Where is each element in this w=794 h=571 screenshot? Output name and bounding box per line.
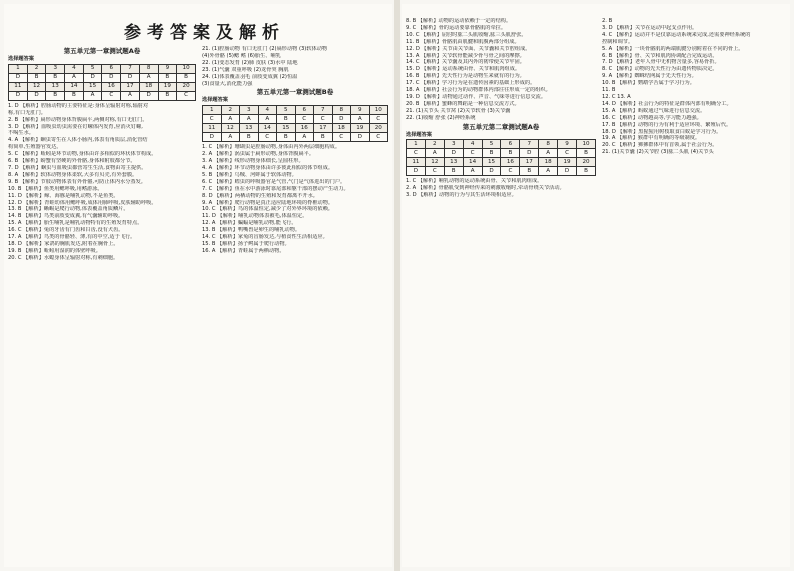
- table-cell: C: [295, 115, 314, 124]
- answer-list: [202, 46, 388, 87]
- table-cell: 1: [9, 64, 28, 73]
- table-cell: D: [520, 149, 539, 158]
- answer-line: 11. D 【解析】哺乳动物体表被毛,体温恒定。: [202, 213, 308, 220]
- answer-line: 20. C 【解析】水螅身体呈辐射对称,有刺细胞。: [8, 254, 119, 261]
- answer-line: 11. B: [602, 87, 616, 94]
- answer-line: 8. D 【解析】两栖动物的生殖和发育都离不开水。: [202, 192, 318, 199]
- answer-line: (3)食量大,消化能力强: [202, 80, 253, 87]
- table-cell: D: [444, 149, 463, 158]
- table-cell: C: [463, 149, 482, 158]
- answer-line: 17. A 【解析】鸟类的骨骼轻、薄,有的中空,适于飞行。: [8, 234, 136, 241]
- table-cell: 4: [65, 64, 84, 73]
- table-label: 选择题答案: [202, 97, 228, 104]
- answer-line: 16. B 【解析】先天性行为是动物生来就有的行为。: [406, 73, 525, 80]
- answer-line: 18. A 【解析】社会行为的动物群体内部往往形成一定的组织。: [406, 87, 551, 94]
- table-cell: B: [277, 115, 296, 124]
- table-cell: 2: [27, 64, 46, 73]
- right-column-1: [406, 18, 596, 199]
- answer-line: 5. B 【解析】乌贼、河蚌属于软体动物。: [202, 171, 297, 178]
- table-row: [203, 106, 388, 115]
- table-cell: 11: [9, 82, 28, 91]
- table-cell: D: [203, 133, 222, 142]
- answer-line: 9. A 【解析】蜘蛛结网属于先天性行为。: [602, 73, 697, 80]
- answer-line: 9. C 【解析】骨的运动要靠骨骼肌的牵拉。: [406, 24, 507, 31]
- answer-list: [602, 18, 786, 156]
- answer-line: 5. A 【解析】一块骨骼肌的两端肌腱分别附着在不同的骨上。: [602, 45, 744, 52]
- answer-line: 23. (1)气囊 双重呼吸 (2)龙骨突 胸肌: [202, 66, 289, 73]
- table-cell: 7: [121, 64, 140, 73]
- answer-line: 8. C 【解析】动物的先天性行为由遗传物质决定。: [602, 66, 718, 73]
- answer-line: 20. C 【解析】狒狒群体中有首领,属于社会行为。: [602, 142, 718, 149]
- table-cell: 1: [407, 140, 426, 149]
- table-cell: A: [221, 133, 240, 142]
- table-cell: 5: [83, 64, 102, 73]
- answer-line: 13. B 【解析】蜥蜴是爬行动物,体表覆盖角质鳞片。: [8, 206, 129, 213]
- answer-line: 10. B 【解析】鱼类用鳃呼吸,用鳍游泳。: [8, 185, 103, 192]
- answer-line: 9. B 【解析】节肢动物体表有外骨骼,可防止体内水分蒸发。: [8, 178, 146, 185]
- table-row: [9, 91, 196, 100]
- table-cell: 14: [258, 124, 277, 133]
- table-cell: 14: [65, 82, 84, 91]
- table-cell: D: [351, 133, 370, 142]
- answer-line: 14. C 【解析】关节囊及其内外的韧带使关节牢固。: [406, 59, 525, 66]
- answer-line: 3. D 【解析】动物的行为与其生活环境相适应。: [406, 192, 517, 199]
- table-cell: 19: [351, 124, 370, 133]
- answer-line: 17. C 【解析】学习行为是在遗传因素的基础上形成的。: [406, 80, 536, 87]
- section-heading: 第五单元第一章测试题A卷: [63, 47, 141, 55]
- table-cell: 9: [158, 64, 177, 73]
- answer-line: 6. C 【解析】蝗虫的呼吸器官是气管,气门是气体进出的门户。: [202, 178, 346, 185]
- answer-line: 3. A 【解析】线形动物身体细长,呈圆柱形。: [202, 158, 304, 165]
- answer-line: 19. A 【解析】猴群中有明确的等级制度。: [602, 135, 701, 142]
- answer-line: 21. (1)关节头 关节窝 (2)关节软骨 (3)关节囊: [406, 107, 511, 114]
- answer-line: 2. A 【解析】涡虫属于扁形动物,身体背腹扁平。: [202, 151, 315, 158]
- answer-line: 2. B: [602, 18, 613, 24]
- table-cell: C: [203, 115, 222, 124]
- answer-line: 14. B 【解析】鸟类前肢变成翼,有气囊辅助呼吸。: [8, 213, 124, 220]
- table-cell: A: [221, 115, 240, 124]
- table-row: [203, 124, 388, 133]
- table-cell: A: [83, 91, 102, 100]
- answer-line: 16. C 【解析】兔的牙齿有门齿和臼齿,没有犬齿。: [8, 227, 124, 234]
- table-row: [407, 140, 596, 149]
- table-cell: 5: [277, 106, 296, 115]
- table-cell: D: [102, 73, 121, 82]
- answer-line: 10. C 【解析】鸟的体温恒定,减少了对外界环境的依赖。: [202, 206, 333, 213]
- answer-line: 13. A 【解析】关节软骨能减少骨与骨之间的摩擦。: [406, 52, 525, 59]
- answer-line: 8. B 【解析】动物的运动依赖于一定的结构。: [406, 18, 512, 24]
- table-cell: B: [482, 149, 501, 158]
- table-label: 选择题答案: [406, 131, 432, 138]
- answer-table: [8, 64, 196, 101]
- table-cell: 13: [240, 124, 259, 133]
- answer-line: 22. (1)变态发育 (2)肺 皮肤 (3)水中 陆地: [202, 59, 298, 66]
- table-cell: B: [577, 149, 596, 158]
- table-cell: D: [558, 167, 577, 176]
- table-cell: 2: [221, 106, 240, 115]
- table-cell: A: [351, 115, 370, 124]
- answer-line: 16. C 【解析】动物越高等,学习能力越强。: [602, 114, 702, 121]
- table-row: [203, 133, 388, 142]
- answer-line: 11. D 【解析】鲸、海豚是哺乳动物,不是鱼类。: [8, 192, 119, 199]
- answer-list: [406, 178, 596, 199]
- table-cell: 18: [332, 124, 351, 133]
- answer-list: [202, 144, 388, 255]
- table-row: [407, 158, 596, 167]
- table-cell: D: [332, 115, 351, 124]
- table-cell: 20: [577, 158, 596, 167]
- table-cell: 5: [482, 140, 501, 149]
- table-cell: B: [240, 133, 259, 142]
- table-cell: 7: [520, 140, 539, 149]
- answer-line: 9. A 【解析】爬行动物是真正适应陆地环境的脊椎动物。: [202, 199, 334, 206]
- answer-line: 1. C 【解析】珊瑚虫是腔肠动物,身体由内外两层细胞构成。: [202, 144, 341, 151]
- table-cell: D: [121, 73, 140, 82]
- table-cell: B: [158, 91, 177, 100]
- answer-line: 控制和调节。: [602, 38, 634, 45]
- answer-line: 1. D 【解析】腔肠动物的主要特征是:身体呈辐射对称,辐射对: [8, 102, 149, 109]
- table-cell: 16: [102, 82, 121, 91]
- table-cell: B: [444, 167, 463, 176]
- page-gutter: [394, 0, 400, 571]
- table-cell: B: [314, 133, 333, 142]
- answer-line: 21. (1)关节囊 (2)关节腔 (3)肱二头肌 (4)关节头: [602, 149, 714, 156]
- table-cell: 11: [203, 124, 222, 133]
- table-cell: 6: [295, 106, 314, 115]
- table-cell: 19: [158, 82, 177, 91]
- table-cell: C: [407, 149, 426, 158]
- answer-line: 14. C 【解析】家兔的盲肠发达,与植食性生活相适应。: [202, 234, 328, 241]
- answer-line: 2. B 【解析】扁形动物身体背腹扁平,两侧对称,有口无肛门。: [8, 116, 148, 123]
- table-cell: 13: [46, 82, 65, 91]
- table-cell: 3: [444, 140, 463, 149]
- table-cell: B: [158, 73, 177, 82]
- answer-line: 15. A 【解析】蚂蚁通过气味进行信息交流。: [602, 107, 706, 114]
- table-cell: 17: [314, 124, 333, 133]
- table-cell: 17: [121, 82, 140, 91]
- answer-line: 7. C 【解析】鱼在水中游泳时靠尾部和躯干部的摆动产生动力。: [202, 185, 349, 192]
- answer-line: 6. B 【解析】骨、关节和肌肉协调配合完成运动。: [602, 52, 718, 59]
- table-cell: C: [314, 115, 333, 124]
- table-cell: 16: [295, 124, 314, 133]
- table-cell: C: [102, 91, 121, 100]
- table-cell: 15: [277, 124, 296, 133]
- table-cell: B: [277, 133, 296, 142]
- table-cell: D: [9, 91, 28, 100]
- answer-line: 18. D 【解析】黑猩猩用树枝取食白蚁是学习行为。: [602, 128, 722, 135]
- table-cell: 9: [558, 140, 577, 149]
- answer-list: [406, 18, 596, 122]
- answer-line: 15. B 【解析】扬子鳄属于爬行动物。: [202, 240, 290, 247]
- table-cell: 20: [177, 82, 196, 91]
- section-heading: 第五单元第一章测试题B卷: [256, 88, 334, 97]
- table-cell: 10: [577, 140, 596, 149]
- table-cell: 9: [351, 106, 370, 115]
- answer-line: 4. A 【解析】环节动物身体由许多彼此相似的体节组成。: [202, 164, 334, 171]
- answer-line: 12. D 【解析】青蛙幼体用鳃呼吸,成体用肺呼吸,皮肤辅助呼吸。: [8, 199, 157, 206]
- answer-line: 称,有口无肛门。: [8, 109, 46, 116]
- table-cell: 10: [177, 64, 196, 73]
- answer-line: 24. (1)体表覆盖羽毛 前肢变成翼 (2)恒温: [202, 73, 298, 80]
- table-cell: 18: [139, 82, 158, 91]
- section-heading: 第五单元第二章测试题A卷: [462, 122, 540, 131]
- answer-line: 8. A 【解析】软体动物身体柔软,大多有贝壳,有外套膜。: [8, 171, 138, 178]
- table-cell: 19: [558, 158, 577, 167]
- answer-line: 7. D 【解析】老年人骨中无机物含量多,容易骨折。: [602, 59, 720, 66]
- table-row: [407, 149, 596, 158]
- answer-line: 10. C 【解析】屈肘时肱二头肌收缩,肱三头肌舒张。: [406, 31, 527, 38]
- table-cell: 16: [501, 158, 520, 167]
- right-page: [402, 4, 790, 567]
- table-cell: C: [425, 167, 444, 176]
- table-cell: 4: [463, 140, 482, 149]
- table-cell: 7: [314, 106, 333, 115]
- answer-line: (4)外骨骼 (5)鳃 鳍 (6)胎生、哺乳: [202, 52, 281, 59]
- table-cell: 17: [520, 158, 539, 167]
- table-cell: 6: [102, 64, 121, 73]
- table-cell: A: [258, 115, 277, 124]
- table-cell: B: [46, 91, 65, 100]
- table-cell: 15: [83, 82, 102, 91]
- table-cell: B: [501, 149, 520, 158]
- answer-line: 12. D 【解析】关节由关节面、关节囊和关节腔组成。: [406, 45, 531, 52]
- table-cell: D: [482, 167, 501, 176]
- answer-line: 11. B 【解析】骨骼肌由肌腱和肌腹两部分组成。: [406, 38, 520, 45]
- table-cell: C: [258, 133, 277, 142]
- answer-line: 15. A 【解析】胎生哺乳是哺乳动物特有的生殖发育特点。: [8, 220, 143, 227]
- table-cell: D: [27, 91, 46, 100]
- table-cell: 14: [463, 158, 482, 167]
- answer-line: 16. A 【解析】青蛙属于两栖动物。: [202, 247, 285, 254]
- answer-line: 2. A 【解析】骨骼肌受到神经传来的刺激收缩时,牵动骨绕关节活动。: [406, 185, 565, 192]
- table-cell: 12: [221, 124, 240, 133]
- table-cell: 15: [482, 158, 501, 167]
- table-row: [9, 73, 196, 82]
- table-cell: 12: [27, 82, 46, 91]
- table-cell: 3: [240, 106, 259, 115]
- table-cell: C: [558, 149, 577, 158]
- answer-line: 3. D 【解析】血吸虫幼虫需要在钉螺体内发育,应消灭钉螺,: [8, 123, 143, 130]
- answer-line: 1. C 【解析】哺乳动物的运动系统由骨、关节和肌肉组成。: [406, 178, 543, 185]
- table-cell: A: [295, 133, 314, 142]
- table-cell: C: [332, 133, 351, 142]
- left-page: [4, 4, 392, 567]
- table-cell: A: [463, 167, 482, 176]
- table-row: [407, 167, 596, 176]
- answer-line: 6. B 【解析】螃蟹有坚硬的外骨骼,身体和附肢都分节。: [8, 158, 136, 165]
- table-cell: A: [121, 91, 140, 100]
- page-title: 参考答案及解析: [124, 23, 285, 43]
- answer-line: 19. D 【解析】动物通过动作、声音、气味等进行信息交流。: [406, 93, 547, 100]
- answer-line: 14. D 【解析】社会行为的特征是群体内部有明确分工。: [602, 100, 732, 107]
- answer-line: 10. B 【解析】鹦鹉学舌属于学习行为。: [602, 80, 695, 87]
- table-cell: 18: [539, 158, 558, 167]
- table-cell: 8: [332, 106, 351, 115]
- answer-line: 5. C 【解析】蚯蚓是环节动物,身体由许多相似的环状体节构成。: [8, 151, 157, 158]
- table-cell: D: [139, 91, 158, 100]
- table-cell: D: [407, 167, 426, 176]
- table-cell: B: [65, 91, 84, 100]
- answer-line: 15. D 【解析】运动系统由骨、关节和肌肉组成。: [406, 66, 521, 73]
- table-cell: B: [520, 167, 539, 176]
- table-cell: C: [369, 115, 388, 124]
- table-cell: 3: [46, 64, 65, 73]
- answer-line: 不喝生水。: [8, 130, 34, 137]
- table-cell: C: [177, 91, 196, 100]
- table-cell: B: [46, 73, 65, 82]
- answer-line: 20. B 【解析】蜜蜂的舞蹈是一种信息交流方式。: [406, 100, 520, 107]
- table-cell: C: [501, 167, 520, 176]
- answer-line: 18. D 【解析】家鸽的胸肌发达,附着在胸骨上。: [8, 240, 119, 247]
- table-cell: 20: [369, 124, 388, 133]
- answer-line: 12. C 13. A: [602, 93, 631, 100]
- table-cell: A: [539, 149, 558, 158]
- right-column-2: [602, 18, 786, 156]
- answer-line: 19. B 【解析】蚯蚓用湿润的体壁呼吸。: [8, 247, 101, 254]
- table-cell: 10: [369, 106, 388, 115]
- table-cell: D: [9, 73, 28, 82]
- left-column-1: [8, 46, 196, 262]
- answer-line: 构简单,生殖器官发达。: [8, 144, 62, 151]
- answer-line: 12. A 【解析】蝙蝠是哺乳动物,能飞行。: [202, 220, 297, 227]
- left-column-2: [202, 46, 388, 255]
- table-cell: C: [369, 133, 388, 142]
- table-cell: A: [425, 149, 444, 158]
- answer-table: [406, 139, 596, 176]
- table-cell: B: [177, 73, 196, 82]
- table-cell: A: [240, 115, 259, 124]
- answer-line: 13. B 【解析】鸭嘴兽是卵生的哺乳动物。: [202, 227, 301, 234]
- table-cell: 4: [258, 106, 277, 115]
- table-cell: A: [65, 73, 84, 82]
- answer-table: [202, 105, 388, 142]
- table-cell: 12: [425, 158, 444, 167]
- table-cell: 8: [539, 140, 558, 149]
- answer-line: 4. A 【解析】蛔虫寄生在人体小肠内,体表有角质层,消化管结: [8, 137, 148, 144]
- table-cell: 13: [444, 158, 463, 167]
- answer-line: 7. D 【解析】蛔虫与血吸虫都营寄生生活,食物由寄主提供。: [8, 164, 147, 171]
- table-cell: 1: [203, 106, 222, 115]
- table-cell: B: [577, 167, 596, 176]
- table-row: [203, 115, 388, 124]
- answer-line: 17. B 【解析】动物的行为有利于适应环境、繁殖后代。: [602, 121, 732, 128]
- answer-line: 22. (1)收缩 舒张 (2)神经系统: [406, 114, 476, 121]
- table-row: [9, 82, 196, 91]
- table-cell: A: [539, 167, 558, 176]
- table-cell: B: [27, 73, 46, 82]
- table-cell: A: [139, 73, 158, 82]
- table-row: [9, 64, 196, 73]
- table-label: 选择题答案: [8, 55, 34, 62]
- table-cell: 2: [425, 140, 444, 149]
- answer-list: [8, 103, 196, 262]
- table-cell: 6: [501, 140, 520, 149]
- table-cell: 11: [407, 158, 426, 167]
- answer-line: 21. (1)腔肠动物 有口无肛门 (2)扁形动物 (3)软体动物: [202, 46, 328, 52]
- answer-line: 4. C 【解析】运动并不是仅靠运动系统来完成,还需要神经系统的: [602, 31, 751, 38]
- table-cell: 8: [139, 64, 158, 73]
- answer-line: 3. D 【解析】关节在运动中起支点作用。: [602, 24, 698, 31]
- table-cell: D: [83, 73, 102, 82]
